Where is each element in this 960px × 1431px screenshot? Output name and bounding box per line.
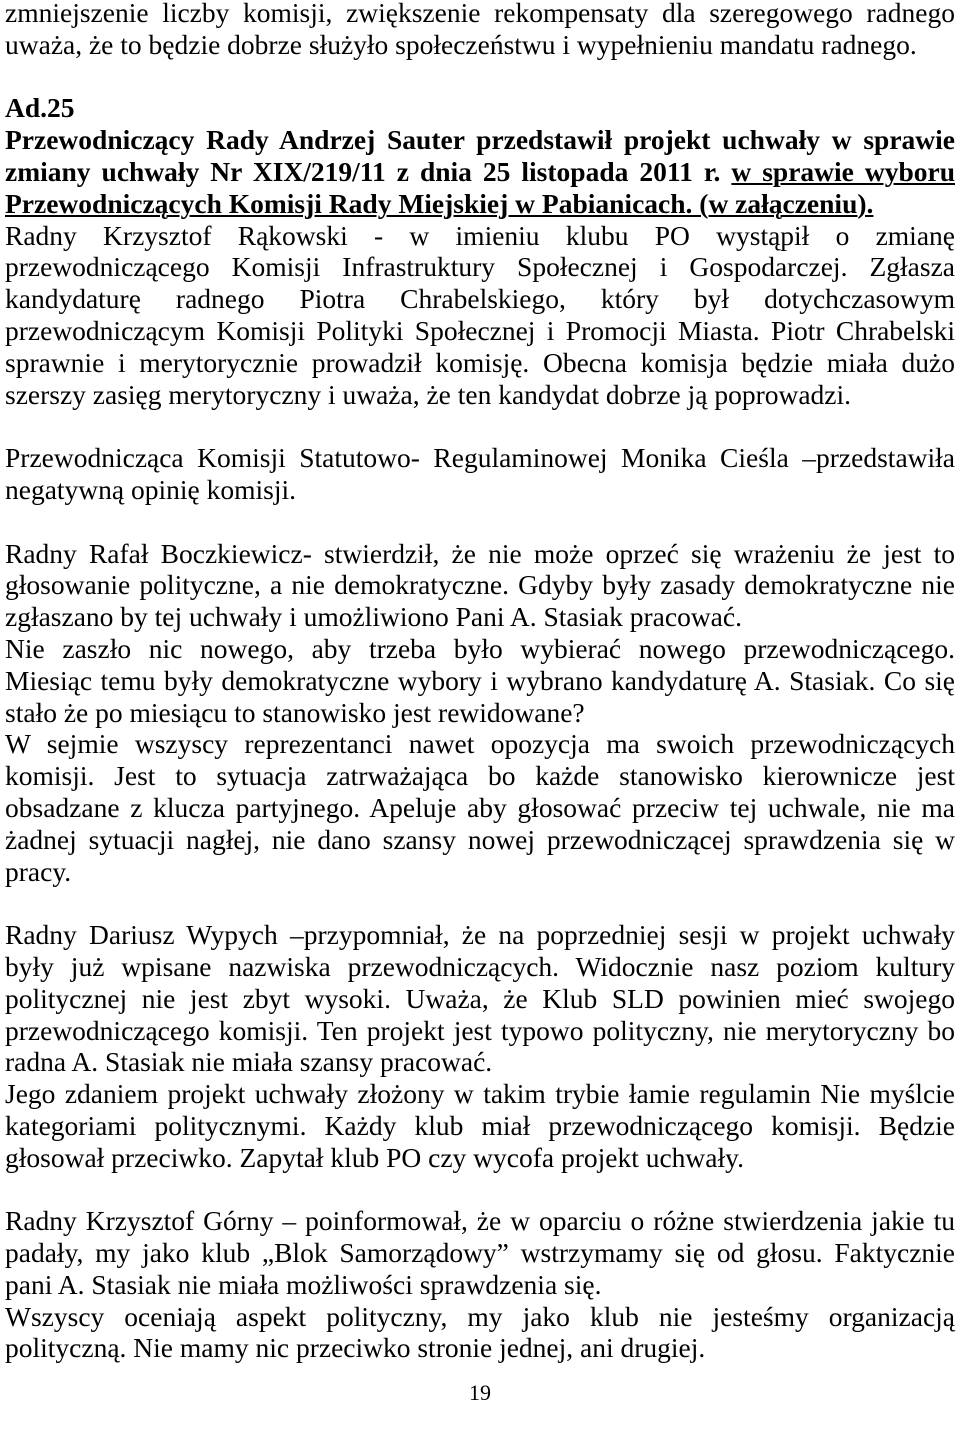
text-line: szerszy zasięg merytoryczny i uważa, że ten kandydat dobrze ją poprowadzi. bbox=[5, 378, 852, 410]
text-line: politycznej nie jest zbyt wysoki. Uważa, że Klub SLD powinien mieć swojego bbox=[5, 982, 955, 1014]
paragraph-boczkiewicz-4 bbox=[5, 728, 955, 887]
paragraph-gorny bbox=[5, 1205, 955, 1300]
text-line: przewodniczącego Komisji Infrastruktury Społecznej i Gospodarczej. Zgłasza bbox=[5, 251, 955, 283]
blank-line bbox=[5, 1173, 955, 1205]
paragraph-rakowski bbox=[5, 220, 955, 411]
text-line: głosowanie polityczne, a nie demokratyczne. Gdyby były zasady demokratyczne nie bbox=[5, 569, 955, 601]
text-line: obsadzane z klucza partyjnego. Apeluje aby głosować przeciw tej uchwale, nie ma bbox=[5, 791, 955, 823]
text-line: Radny Krzysztof Rąkowski - w imieniu klubu PO wystąpił o zmianę bbox=[5, 219, 955, 251]
paragraph-boczkiewicz-2 bbox=[5, 633, 955, 665]
paragraph-wypych bbox=[5, 919, 955, 1078]
agenda-item-title-line: Przewodniczący Rady Andrzej Sauter przedstawił projekt uchwały w sprawie bbox=[5, 124, 955, 156]
agenda-item bbox=[5, 92, 955, 219]
text-line: Radny Rafał Boczkiewicz- stwierdził, że nie może oprzeć się wrażeniu że jest to bbox=[5, 537, 955, 569]
paragraph-boczkiewicz-3 bbox=[5, 665, 955, 729]
text-line: zmniejszenie liczby komisji, zwiększenie rekompensaty dla szeregowego radnego bbox=[5, 0, 955, 28]
page-number: 19 bbox=[469, 1380, 491, 1405]
text-line: Jego zdaniem projekt uchwały złożony w takim trybie łamie regulamin Nie myślcie bbox=[5, 1078, 955, 1110]
text-line: kandydaturę radnego Piotra Chrabelskiego, który był dotychczasowym bbox=[5, 283, 955, 315]
agenda-item-title-text: zmiany uchwały Nr XIX/219/11 z dnia 25 listopada 2011 r. bbox=[5, 155, 721, 187]
text-line: głosował przeciwko. Zapytał klub PO czy wycofa projekt uchwały. bbox=[5, 1141, 744, 1173]
text-line: pracy. bbox=[5, 855, 72, 887]
text-line: padały, my jako klub „Blok Samorządowy” wstrzymamy się od głosu. Faktycznie bbox=[5, 1237, 955, 1269]
text-line: przewodniczącego komisji. Ten projekt jest typowo polityczny, nie merytoryczny bo bbox=[5, 1014, 955, 1046]
text-line: Radny Krzysztof Górny – poinformował, że w oparciu o różne stwierdzenia jakie tu bbox=[5, 1205, 955, 1237]
text-line: Przewodnicząca Komisji Statutowo- Regulaminowej Monika Cieśla –przedstawiła bbox=[5, 442, 955, 474]
text-line: były już wpisane nazwiska przewodniczących. Widocznie nasz poziom kultury bbox=[5, 950, 955, 982]
agenda-item-title-line bbox=[5, 156, 955, 188]
text-line: polityczną. Nie mamy nic przeciwko stronie jednej, ani drugiej. bbox=[5, 1332, 706, 1364]
text-line: Radny Dariusz Wypych –przypomniał, że na poprzedniej sesji w projekt uchwały bbox=[5, 919, 955, 951]
agenda-item-title-underlined: Przewodniczących Komisji Rady Miejskiej w Pabianicach. (w załączeniu). bbox=[5, 187, 874, 219]
text-line: pani A. Stasiak nie miała możliwości sprawdzenia się. bbox=[5, 1268, 602, 1300]
paragraph-boczkiewicz bbox=[5, 538, 955, 633]
blank-line bbox=[5, 61, 955, 93]
text-line: Miesiąc temu były demokratyczne wybory i wybrano kandydaturę A. Stasiak. Co się bbox=[5, 664, 955, 696]
text-line: Wszyscy oceniają aspekt polityczny, my jako klub nie jesteśmy organizacją bbox=[5, 1300, 955, 1332]
blank-line bbox=[5, 506, 955, 538]
text-line: Nie zaszło nic nowego, aby trzeba było wybierać nowego przewodniczącego. bbox=[5, 632, 955, 664]
blank-line bbox=[5, 887, 955, 919]
paragraph-ciesla bbox=[5, 442, 955, 506]
agenda-item-label: Ad.25 bbox=[5, 92, 75, 124]
text-line: żadnej sytuacji nagłej, nie dano szansy nowej przewodniczącej sprawdzenia się w bbox=[5, 823, 955, 855]
text-line: uważa, że to będzie dobrze służyło społeczeństwu i wypełnieniu mandatu radnego. bbox=[5, 28, 917, 60]
document-body bbox=[5, 0, 955, 1364]
text-line: W sejmie wszyscy reprezentanci nawet opozycja ma swoich przewodniczących bbox=[5, 728, 955, 760]
paragraph-gorny-2 bbox=[5, 1301, 955, 1365]
text-line: stało że po miesiącu to stanowisko jest rewidowane? bbox=[5, 696, 585, 728]
text-line: komisji. Jest to sytuacja zatrważająca bo każde stanowisko kierownicze jest bbox=[5, 760, 955, 792]
text-line: sprawnie i merytorycznie prowadził komisję. Obecna komisja będzie miała dużo bbox=[5, 346, 955, 378]
text-line: zgłaszano by tej uchwały i umożliwiono Pani A. Stasiak pracować. bbox=[5, 601, 742, 633]
text-line: radna A. Stasiak nie miała szansy pracować. bbox=[5, 1046, 493, 1078]
agenda-item-title-line bbox=[5, 188, 955, 220]
blank-line bbox=[5, 410, 955, 442]
agenda-item-title-underlined: w sprawie wyboru bbox=[731, 155, 955, 187]
text-line: kategoriami politycznymi. Każdy klub miał przewodniczącego komisji. Będzie bbox=[5, 1109, 955, 1141]
text-line: negatywną opinię komisji. bbox=[5, 473, 296, 505]
text-line: przewodniczącym Komisji Polityki Społecznej i Promocji Miasta. Piotr Chrabelski bbox=[5, 314, 955, 346]
intro-paragraph bbox=[5, 0, 955, 61]
paragraph-wypych-2 bbox=[5, 1078, 955, 1173]
